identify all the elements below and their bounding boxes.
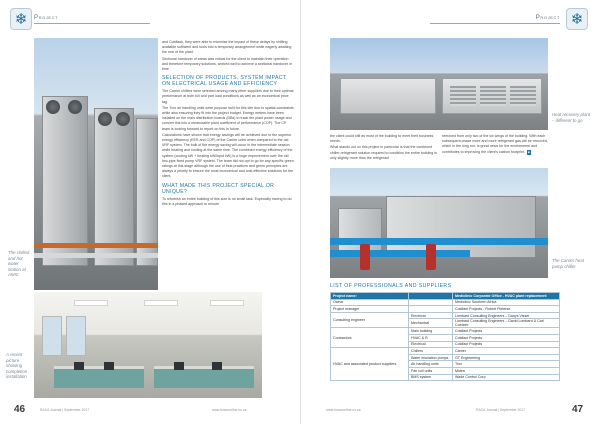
table-cell <box>409 299 453 306</box>
table-cell: Main building <box>409 328 453 335</box>
page-number-right: 47 <box>572 404 584 415</box>
table-cell: GT Engineering <box>453 354 560 361</box>
paragraph: the client could still as most of the building to meet their business needs. <box>330 134 434 144</box>
table-row <box>331 348 560 355</box>
table-row <box>331 312 560 319</box>
table-cell: Fan coil units <box>409 367 453 374</box>
footer-magazine-right: RACA Journal | September 2017 <box>476 408 526 412</box>
table-row <box>331 299 560 306</box>
caption-office: A recent picture showing completion installation <box>6 352 28 379</box>
table-cell: BMS system <box>409 374 453 381</box>
article-column-right-1 <box>330 134 438 162</box>
photo-office-interior <box>34 292 262 398</box>
section-heading: WHAT MADE THIS PROJECT SPECIAL OR UNIQUE? <box>162 182 275 195</box>
footer-magazine-left: RACA Journal | September 2017 <box>40 408 90 412</box>
paragraph: The Carrier chillers were selected among many other suppliers due to their optimal performance at both full and part load conditions as well as an economical price tag. <box>162 89 294 104</box>
table-cell: HVAC & R <box>409 334 453 341</box>
paragraph: To refurbish an entire building of this size is no small task. Especially having to do this in a phased approach to ensure <box>162 196 292 206</box>
table-header-row <box>331 293 560 300</box>
section-label-left: Project <box>34 13 150 24</box>
table-cell: Mechanical <box>409 319 453 328</box>
table-cell: HVAC and associated product suppliers <box>331 348 409 381</box>
table-cell: Electrical <box>409 341 453 348</box>
article-column-left <box>162 40 294 208</box>
table-cell: Consulting engineer <box>331 312 409 328</box>
table-cell: Air handling units <box>409 361 453 368</box>
snowflake-icon: ❄ <box>566 8 588 30</box>
table-cell: Lombard Consulting Engineers – Danys Visser <box>453 312 560 319</box>
footer-url-right: www.hvacronline.co.za <box>326 408 361 412</box>
suppliers-table <box>330 292 560 381</box>
table-cell: Mediclinic Southern Africa <box>453 299 560 306</box>
table-cell: Owner <box>331 299 409 306</box>
table-cell: Coldfact Projects - Robert Pieterse <box>453 306 560 313</box>
table-cell: Carrier <box>453 348 560 355</box>
page-number-left: 46 <box>14 404 26 415</box>
end-mark: ■ <box>528 149 530 154</box>
table-cell: Electrical <box>409 312 453 319</box>
table-cell: Project name: <box>331 293 409 300</box>
table-cell: Wade Control Corp <box>453 374 560 381</box>
paragraph: What stands out on this project in particular is that the combined chiller-refrigerant solution required to condition the entire building is only slightly more than the refrigerant <box>330 145 437 160</box>
suppliers-table-title: LIST OF PROFESSIONALS AND SUPPLIERS <box>330 283 452 289</box>
snowflake-icon: ❄ <box>10 8 32 30</box>
section-label-right: Project <box>430 13 560 24</box>
table-cell: Chillers <box>409 348 453 355</box>
caption-roof: Heat recovery plant – different to go <box>552 112 591 123</box>
table-cell: Water insulation pumps <box>409 354 453 361</box>
table-row <box>331 328 560 335</box>
photo-chiller-station <box>34 38 158 290</box>
paragraph: removed from only two of the six wings of the building. With each subsequent phase more and more refrigerant gas will be removed, which in the long run, is great news for the environment and contributes to improving the client's carbon footprint. ■ <box>442 134 548 154</box>
caption-chiller: The chilled and hot water station at AMIC <box>8 250 30 277</box>
caption-pump: The Carrier heat pump chiller <box>552 258 584 269</box>
paragraph: and Cobflask, they were able to minimise the impact of these delays by shifting available sufficient and tools into a temporary arrangement while eagerly awaiting the rest of the plant. <box>162 40 292 55</box>
paragraph: Sectional handover of areas was critical for the client to maintain their operation and therefore temporary solutions, worked well to achieve a sectional handover in time. <box>162 56 292 72</box>
table-cell: Coldfact Projects <box>453 334 560 341</box>
table-cell: Lombard Consulting Engineers – David Lombard & Carl Coetzee <box>453 319 560 328</box>
section-heading: SELECTION OF PRODUCTS, SYSTEM IMPACT ON ELECTRICAL USAGE AND EFFICIENCY <box>162 75 287 88</box>
table-cell: Contractors <box>331 328 409 348</box>
paragraph: The Trox air handling units were purpose built for this site due to spatial constraints while also ensuring they fit into the project budget. Energy meters have been installed on the main distribution boards (DBs) to track the plant power usage and convert this into a measurable plant coefficient of performance (COP). The CP team is looking forward to report on this in future. <box>162 105 294 131</box>
table-cell: Coldfact Projects <box>453 328 560 335</box>
table-cell: Project manager <box>331 306 409 313</box>
table-row <box>331 306 560 313</box>
article-column-right-2 <box>442 134 548 156</box>
table-cell: Trox <box>453 361 560 368</box>
table-cell <box>409 293 453 300</box>
footer-url-left: www.hvacronline.co.za <box>212 408 247 412</box>
table-cell: Coldfact Projects <box>453 341 560 348</box>
table-cell: Midea <box>453 367 560 374</box>
photo-heat-pump-chiller <box>330 168 548 278</box>
photo-heat-recovery-plant <box>330 38 548 130</box>
table-cell: Mediclinic Corporate Office - HVAC plant replacement <box>453 293 560 300</box>
table-cell <box>409 306 453 313</box>
paragraph: Calculations have shown that energy savings will be achieved due to the superior energy efficiency (EER and COP) of the Carrier units when compared to the old VRF system. The bulk of the energy saving will occur in the intermediate season while heating and cooling at the same time. The combined energy efficiency of the system (cooling kW + heating kW/input kW) is a huge improvement over the old two-pipe fixed pump VRF system. The team did not opt to go for any specific green ratings at this stage although the use of best practices and green principles are always a priority to ensure the most economical and cost-effective solutions for the client. <box>162 132 294 179</box>
